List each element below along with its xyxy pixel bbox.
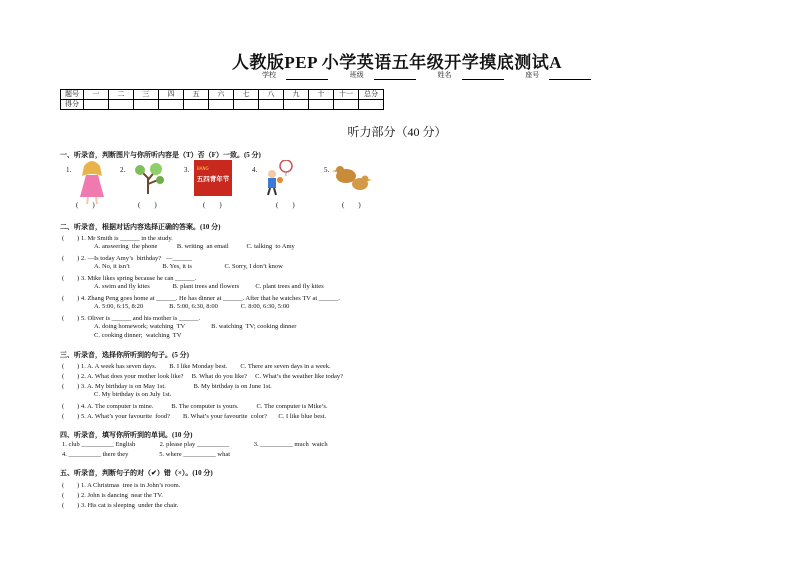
score-cell[interactable]	[259, 100, 284, 110]
q2-options: A. doing homework; watching TV B. watching TV; cooking dinner	[94, 323, 297, 330]
q1-title: 一、听录音，判断图片与你所听内容是（T）否（F）一致。(5 分)	[60, 151, 261, 159]
q5-title: 五、听录音，判断句子的对（✔）错（×）。(10 分)	[60, 469, 213, 477]
q2-line: ( ) 3. Mike likes spring because he can ______.	[62, 275, 197, 282]
q1-pictures	[66, 160, 386, 212]
q3-line: ( ) 1. A. A week has seven days. B. I like Monday best. C. There are seven days in a week.	[62, 363, 331, 370]
listening-section-title: 听力部分（40 分）	[347, 125, 447, 139]
pic-number: 5.	[324, 166, 330, 174]
score-cell[interactable]	[234, 100, 259, 110]
score-cell[interactable]	[184, 100, 209, 110]
q3-title: 三、听录音，选择你所听到的句子。(5 分)	[60, 351, 189, 359]
q2-line: ( ) 4. Zhang Peng goes home at ______. He has dinner at ______. After that he watches TV at ______.	[62, 295, 340, 302]
table-cell: 题号	[61, 90, 84, 100]
table-cell: 一	[84, 90, 109, 100]
score-header-row	[61, 90, 384, 100]
poster-small-text: BANG	[197, 166, 209, 171]
seat-blank[interactable]	[549, 72, 591, 80]
school-field: 学校	[262, 71, 338, 79]
score-cell[interactable]	[109, 100, 134, 110]
q2-options: A. answering the phone B. writing an email C. talking to Amy	[94, 243, 295, 250]
q5-line: ( ) 2. John is dancing near the TV.	[62, 492, 163, 499]
score-cell[interactable]	[134, 100, 159, 110]
q2-line: ( ) 5. Oliver is ______ and his mother is ______.	[62, 315, 201, 322]
pic-number: 1.	[66, 166, 72, 174]
pic-number: 3.	[184, 166, 190, 174]
page-title: 人教版PEP 小学英语五年级开学摸底测试A	[231, 53, 563, 72]
score-table	[60, 89, 384, 110]
score-cell[interactable]	[84, 100, 109, 110]
answer-paren[interactable]: ( )	[203, 201, 222, 209]
table-cell: 四	[159, 90, 184, 100]
table-cell: 六	[209, 90, 234, 100]
table-cell: 三	[134, 90, 159, 100]
seat-field: 座号	[525, 71, 601, 79]
name-field: 姓名	[438, 71, 514, 79]
answer-paren[interactable]: ( )	[342, 201, 361, 209]
score-cell[interactable]	[284, 100, 309, 110]
tree-icon	[128, 160, 168, 194]
q3-options: C. My birthday is on July 1st.	[94, 391, 172, 398]
q2-options: A. swim and fly kites B. plant trees and flowers C. plant trees and fly kites	[94, 283, 324, 290]
table-cell: 五	[184, 90, 209, 100]
q2-title: 二、听录音，根据对话内容选择正确的答案。(10 分)	[60, 223, 221, 231]
q2-options: C. cooking dinner; watching TV	[94, 332, 182, 339]
q4-title: 四、听录音，填写你所听到的单词。(10 分)	[60, 431, 193, 439]
score-cell[interactable]	[359, 100, 384, 110]
class-blank[interactable]	[374, 72, 416, 80]
q2-line: ( ) 1. Mr Smith is ______ in the study.	[62, 235, 173, 242]
score-cell[interactable]	[209, 100, 234, 110]
table-cell: 二	[109, 90, 134, 100]
q3-line: ( ) 4. A. The computer is mine. B. The computer is yours. C. The computer is Mike’s.	[62, 403, 328, 410]
q3-line: ( ) 5. A. What’s your favourite food? B. What’s your favourite color? C. I like blue best.	[62, 413, 327, 420]
boy-basketball-icon	[262, 160, 302, 196]
class-field: 班级	[350, 71, 426, 79]
q5-line: ( ) 3. His cat is sleeping under the chair.	[62, 502, 179, 509]
q3-line: ( ) 2. A. What does your mother look like? B. What do you like? C. What’s the weather like today?	[62, 373, 344, 380]
name-blank[interactable]	[462, 72, 504, 80]
table-cell: 十	[309, 90, 334, 100]
pic-number: 2.	[120, 166, 126, 174]
birds-icon	[332, 160, 372, 194]
student-info	[262, 70, 611, 80]
pic-number: 4.	[252, 166, 258, 174]
score-cell[interactable]	[159, 100, 184, 110]
girl-singing-icon	[74, 160, 110, 204]
q3-line: ( ) 3. A. My birthday is on May 1st. B. My birthday is on June 1st.	[62, 383, 272, 390]
youth-day-poster-icon	[194, 160, 232, 196]
q5-line: ( ) 1. A Christmas tree is in John’s room.	[62, 482, 181, 489]
school-blank[interactable]	[286, 72, 328, 80]
q2-options: A. 5:00, 6:15, 8:20 B. 5:00, 6:30, 8:00 C. 8:00, 6:30, 5:00	[94, 303, 290, 310]
score-cell[interactable]	[309, 100, 334, 110]
q2-line: ( ) 2. —Is today Amy’s birthday? —______	[62, 255, 192, 262]
table-cell: 十一	[334, 90, 359, 100]
q2-options: A. No, it isn’t B. Yes, it is C. Sorry, I don’t know	[94, 263, 283, 270]
answer-paren[interactable]: ( )	[138, 201, 157, 209]
table-cell: 九	[284, 90, 309, 100]
q4-line: 4. __________ there they 5. where __________ what	[62, 451, 231, 458]
table-cell: 得分	[61, 100, 84, 110]
poster-text: 五四青年节	[196, 175, 230, 183]
table-cell: 八	[259, 90, 284, 100]
table-cell: 七	[234, 90, 259, 100]
score-cell[interactable]	[334, 100, 359, 110]
answer-paren[interactable]: ( )	[276, 201, 295, 209]
score-value-row	[61, 100, 384, 110]
q4-line: 1. club __________ English 2. please play __________ 3. __________ much watch	[62, 441, 328, 448]
table-cell: 总分	[359, 90, 384, 100]
answer-paren[interactable]: ( )	[76, 201, 95, 209]
